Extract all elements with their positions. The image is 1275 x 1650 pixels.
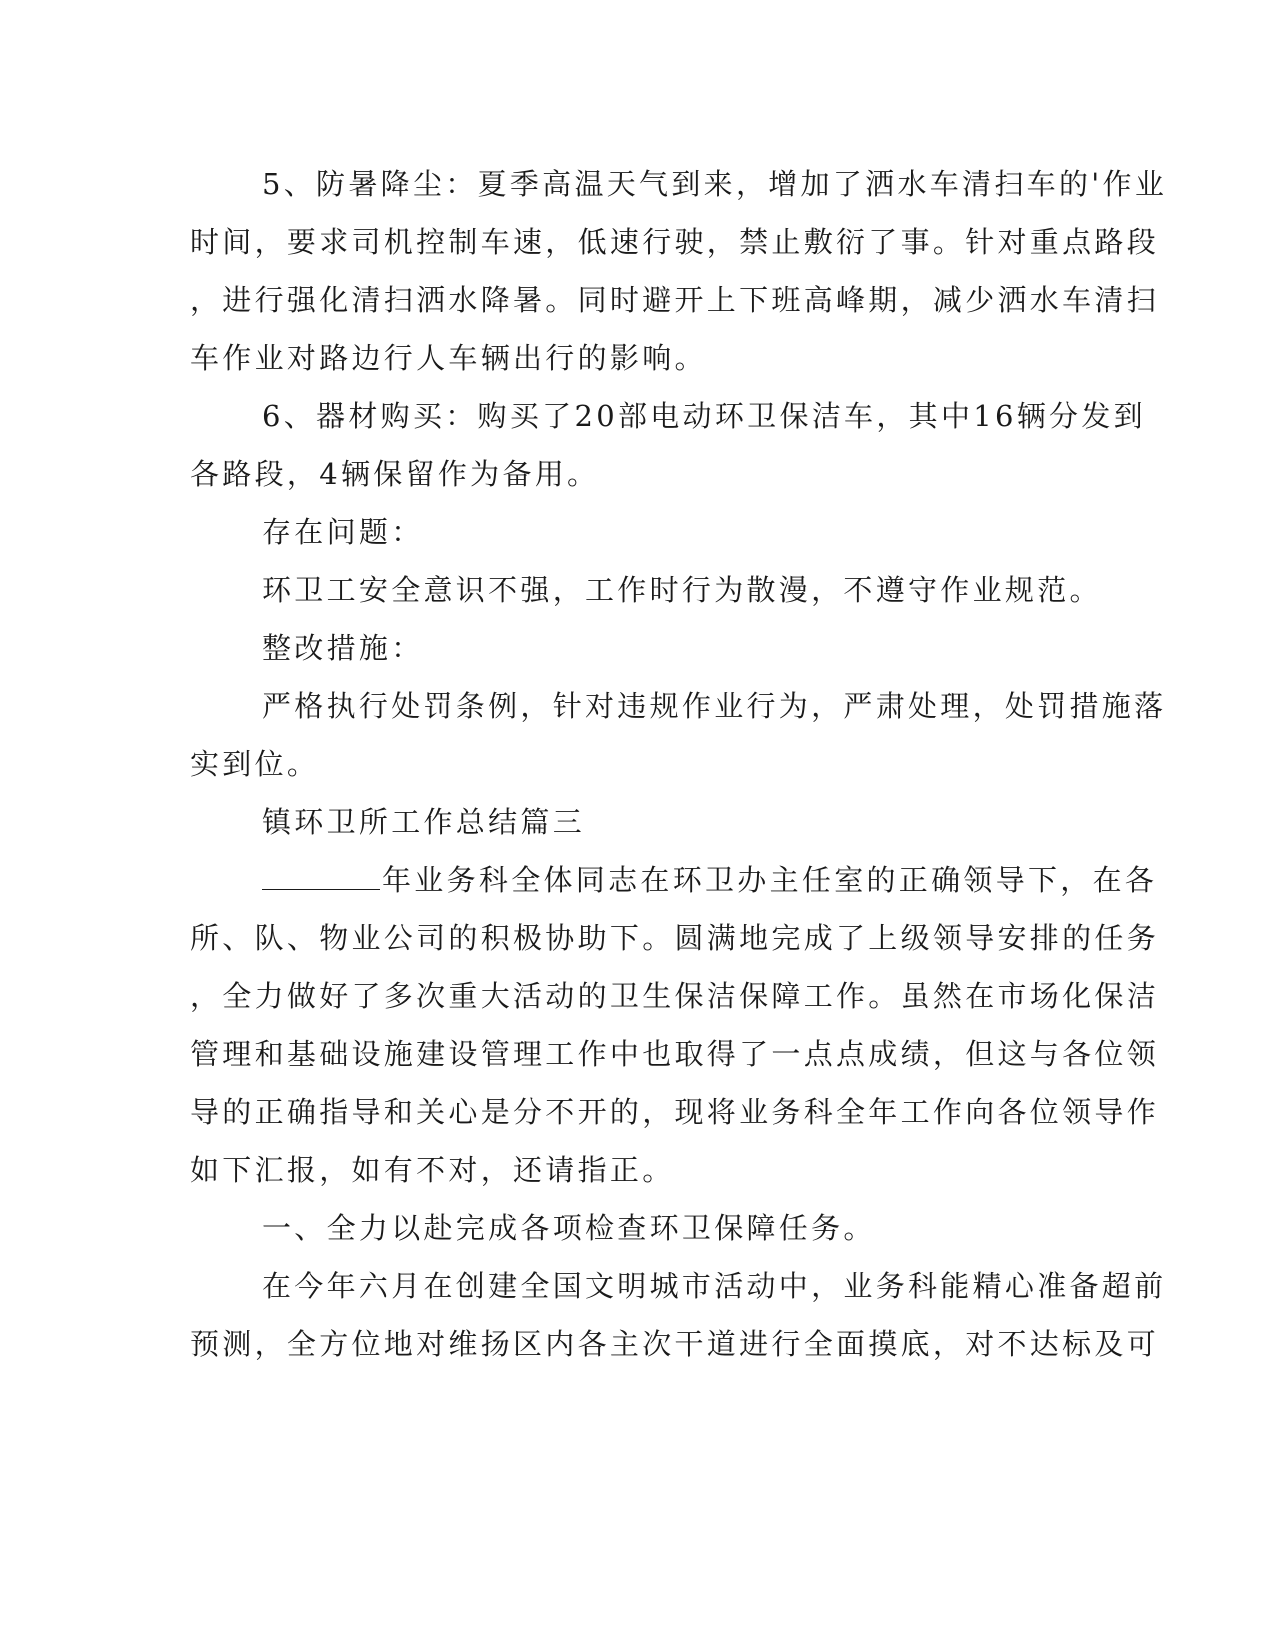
section-heading: 一、全力以赴完成各项检查环卫保障任务。 <box>262 1211 876 1245</box>
paragraph-line: ，全力做好了多次重大活动的卫生保洁保障工作。虽然在市场化保洁 <box>190 979 1160 1013</box>
paragraph-line: 如下汇报，如有不对，还请指正。 <box>190 1153 675 1187</box>
section-label: 存在问题： <box>262 515 424 549</box>
paragraph-text: 年业务科全体同志在环卫办主任室的正确领导下，在各 <box>382 863 1158 897</box>
paragraph-line: 时间，要求司机控制车速，低速行驶，禁止敷衍了事。针对重点路段 <box>190 225 1160 259</box>
paragraph-line: 5、防暑降尘：夏季高温天气到来，增加了洒水车清扫车的'作业 <box>262 167 1168 201</box>
paragraph-line: 严格执行处罚条例，针对违规作业行为，严肃处理，处罚措施落 <box>262 689 1167 723</box>
section-label: 整改措施： <box>262 631 424 665</box>
paragraph-line: 各路段，4辆保留作为备用。 <box>190 457 600 491</box>
fill-in-blank <box>262 861 380 890</box>
paragraph-line: 预测，全方位地对维扬区内各主次干道进行全面摸底，对不达标及可 <box>190 1327 1160 1361</box>
paragraph-line: 管理和基础设施建设管理工作中也取得了一点点成绩，但这与各位领 <box>190 1037 1160 1071</box>
paragraph-line: 车作业对路边行人车辆出行的影响。 <box>190 341 707 375</box>
paragraph-line: 导的正确指导和关心是分不开的，现将业务科全年工作向各位领导作 <box>190 1095 1160 1129</box>
paragraph-line: 在今年六月在创建全国文明城市活动中，业务科能精心准备超前 <box>262 1269 1167 1303</box>
paragraph-line: 6、器材购买：购买了20部电动环卫保洁车，其中16辆分发到 <box>262 399 1146 433</box>
section-heading: 镇环卫所工作总结篇三 <box>262 805 586 839</box>
paragraph-line <box>262 860 1162 900</box>
paragraph-line: 所、队、物业公司的积极协助下。圆满地完成了上级领导安排的任务 <box>190 921 1160 955</box>
paragraph-line: 环卫工安全意识不强，工作时行为散漫，不遵守作业规范。 <box>262 573 1102 607</box>
paragraph-line: 实到位。 <box>190 747 320 781</box>
paragraph-line: ，进行强化清扫洒水降暑。同时避开上下班高峰期，减少洒水车清扫 <box>190 283 1160 317</box>
